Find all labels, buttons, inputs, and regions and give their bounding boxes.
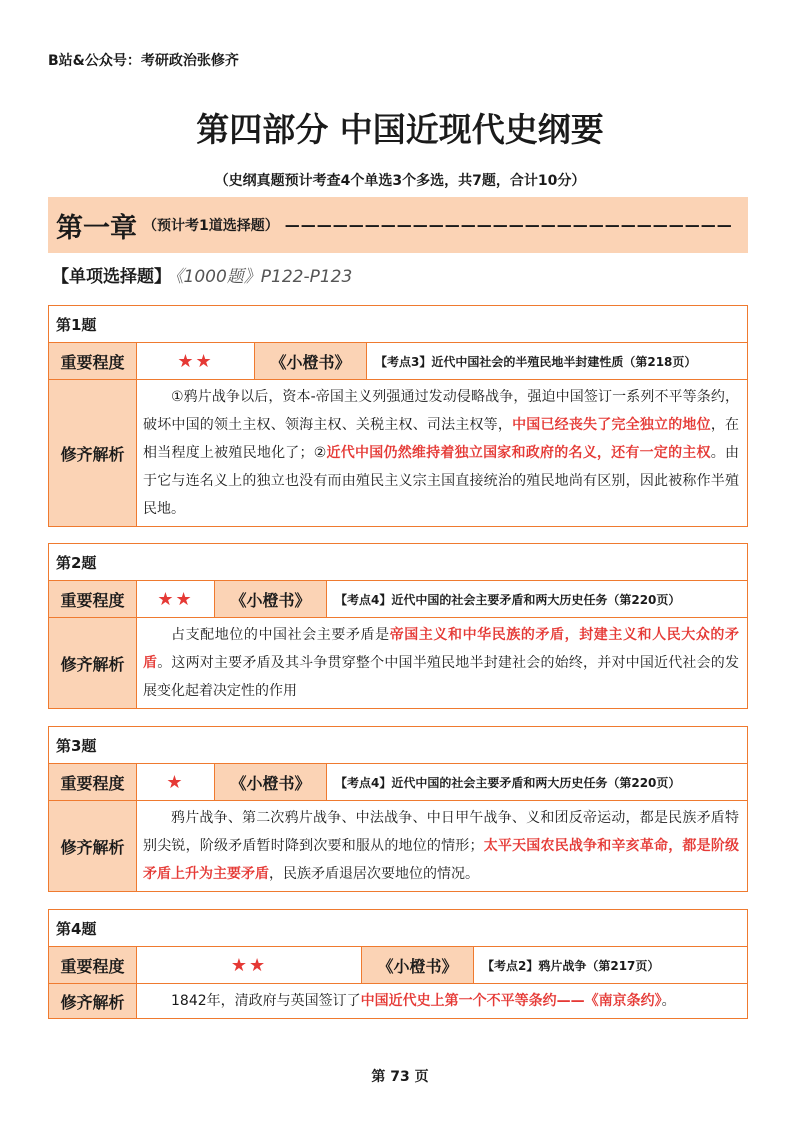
question-title: 第3题 bbox=[49, 727, 748, 764]
analysis-plain: 占支配地位的中国社会主要矛盾是 bbox=[171, 627, 390, 643]
chapter-divider: ———————————————————————————— bbox=[284, 216, 733, 234]
section-head: 【单项选择题】 bbox=[52, 267, 171, 287]
analysis-plain: ，民族矛盾退居次要地位的情况。 bbox=[269, 866, 479, 882]
importance-stars: ★ bbox=[137, 764, 215, 801]
analysis-text bbox=[137, 380, 748, 527]
section-heading bbox=[52, 262, 352, 287]
importance-stars: ★★ bbox=[137, 343, 255, 380]
analysis-highlight: 帝国主义和中华民族的矛盾，封建主义和人民大众的矛盾 bbox=[143, 627, 740, 671]
analysis-label: 修齐解析 bbox=[49, 618, 137, 709]
book-reference: 《小橙书》 bbox=[362, 947, 474, 984]
analysis-text bbox=[137, 618, 748, 709]
question-card bbox=[48, 726, 748, 892]
knowledge-point: 【考点2】鸦片战争（第217页） bbox=[474, 947, 748, 984]
analysis-plain: 鸦片战争、第二次鸦片战争、中法战争、中日甲午战争、义和团反帝运动，都是民族矛盾特别尖锐，阶级矛盾暂时降到次要和服从的地位的情形； bbox=[143, 810, 739, 854]
analysis-plain: 。由于它与连名义上的独立也没有而由殖民主义宗主国直接统治的殖民地尚有区别，因此被称作半殖民地。 bbox=[143, 445, 739, 517]
page-title: 第四部分 中国近现代史纲要 bbox=[196, 110, 604, 149]
analysis-label: 修齐解析 bbox=[49, 984, 137, 1019]
chapter-note: （预计考1道选择题） bbox=[143, 218, 279, 234]
page-number: 第 73 页 bbox=[371, 1069, 429, 1085]
question-title: 第2题 bbox=[49, 544, 748, 581]
importance-label: 重要程度 bbox=[49, 581, 137, 618]
analysis-highlight: 近代中国仍然维持着独立国家和政府的名义，还有一定的主权 bbox=[326, 445, 711, 461]
question-title: 第4题 bbox=[49, 910, 748, 947]
analysis-plain: 1842年，清政府与英国签订了 bbox=[171, 993, 361, 1009]
analysis-label: 修齐解析 bbox=[49, 801, 137, 892]
importance-stars: ★★ bbox=[137, 947, 362, 984]
knowledge-point: 【考点4】近代中国的社会主要矛盾和两大历史任务（第220页） bbox=[327, 764, 748, 801]
analysis-text bbox=[137, 984, 748, 1019]
chapter-banner bbox=[48, 197, 748, 253]
importance-label: 重要程度 bbox=[49, 343, 137, 380]
question-card bbox=[48, 543, 748, 709]
analysis-label: 修齐解析 bbox=[49, 380, 137, 527]
section-reference: 《1000题》P122-P123 bbox=[175, 267, 353, 287]
source-header: B站&公众号：考研政治张修齐 bbox=[48, 53, 239, 69]
analysis-highlight: 中国近代史上第一个不平等条约——《南京条约》 bbox=[360, 993, 662, 1009]
question-card bbox=[48, 305, 748, 527]
question-card bbox=[48, 909, 748, 1019]
analysis-text bbox=[137, 801, 748, 892]
page-subtitle: （史纲真题预计考查4个单选3个多选，共7题，合计10分） bbox=[214, 173, 586, 189]
book-reference: 《小橙书》 bbox=[255, 343, 367, 380]
importance-label: 重要程度 bbox=[49, 947, 137, 984]
analysis-plain: 。这两对主要矛盾及其斗争贯穿整个中国半殖民地半封建社会的始终，并对中国近代社会的发展变化起着决定性的作用 bbox=[143, 655, 740, 699]
analysis-highlight: 中国已经丧失了完全独立的地位 bbox=[512, 417, 711, 433]
analysis-plain: ①鸦片战争以后，资本-帝国主义列强通过发动侵略战争，强迫中国签订一系列不平等条约，破坏中国的领土主权、领海主权、关税主权、司法主权等， bbox=[143, 389, 739, 433]
book-reference: 《小橙书》 bbox=[215, 581, 327, 618]
importance-stars: ★★ bbox=[137, 581, 215, 618]
knowledge-point: 【考点3】近代中国社会的半殖民地半封建性质（第218页） bbox=[367, 343, 748, 380]
analysis-plain: 。 bbox=[661, 993, 676, 1009]
knowledge-point: 【考点4】近代中国的社会主要矛盾和两大历史任务（第220页） bbox=[327, 581, 748, 618]
chapter-title: 第一章 bbox=[56, 212, 137, 244]
analysis-highlight: 太平天国农民战争和辛亥革命，都是阶级矛盾上升为主要矛盾 bbox=[143, 838, 740, 882]
question-title: 第1题 bbox=[49, 306, 748, 343]
book-reference: 《小橙书》 bbox=[215, 764, 327, 801]
analysis-plain: ，在相当程度上被殖民地化了；② bbox=[143, 417, 740, 461]
importance-label: 重要程度 bbox=[49, 764, 137, 801]
